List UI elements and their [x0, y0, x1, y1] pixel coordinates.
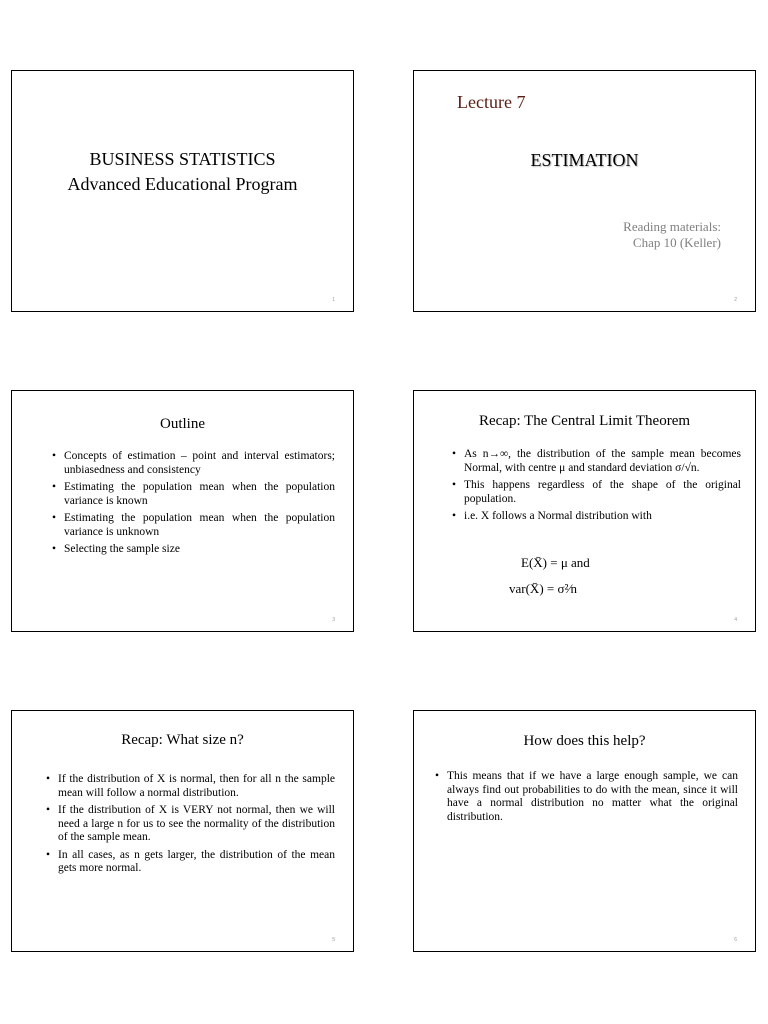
bullet-list: [52, 450, 335, 561]
slide-5: [11, 710, 354, 952]
reading-materials: [623, 219, 721, 251]
lecture-label: Lecture 7: [457, 92, 526, 112]
slide-number: 6: [734, 937, 737, 943]
title-line-2: Advanced Educational Program: [67, 174, 298, 194]
slide-4: [413, 390, 756, 632]
list-item: • As n→∞, the distribution of the sample mean becomes Normal, with centre μ and standard deviation σ/√n.: [452, 448, 741, 475]
slide-6: [413, 710, 756, 952]
bullet-list: [46, 773, 335, 880]
slide-number: 4: [734, 617, 737, 623]
reading-line-1: Reading materials:: [623, 219, 721, 234]
slide-number: 2: [734, 297, 737, 303]
slide-number: 1: [332, 297, 335, 303]
list-item: • This happens regardless of the shape of the original population.: [452, 479, 741, 506]
slide-title: Recap: What size n?: [121, 732, 244, 748]
list-item: • Estimating the population mean when the population variance is unknown: [52, 512, 335, 539]
formula-variance: var(X̄) = σ²⁄n: [509, 581, 578, 596]
slide-title: [12, 147, 353, 197]
list-item: • i.e. X follows a Normal distribution with: [452, 510, 741, 524]
slide-title: Recap: The Central Limit Theorem: [478, 413, 691, 429]
formula-expected-value: E(X̄) = μ and: [521, 555, 590, 570]
list-item: • Estimating the population mean when the population variance is known: [52, 481, 335, 508]
slide-title: Outline: [160, 416, 205, 432]
title-line-1: BUSINESS STATISTICS: [89, 149, 276, 169]
list-item: • Selecting the sample size: [52, 543, 335, 557]
slide-2: [413, 70, 756, 312]
bullet-list: [435, 770, 738, 828]
list-item: • In all cases, as n gets larger, the distribution of the mean gets more normal.: [46, 849, 335, 876]
list-item: • Concepts of estimation – point and interval estimators; unbiasedness and consistency: [52, 450, 335, 477]
list-item: • If the distribution of X is VERY not normal, then we will need a large n for us to see the normality of the distribution of the sample mean.: [46, 804, 335, 845]
list-item: • This means that if we have a large enough sample, we can always find out probabilities to do with the mean, since it will have a normal distribution no matter what the original distribution.: [435, 770, 738, 824]
slide-3: [11, 390, 354, 632]
slide-number: 5: [332, 937, 335, 943]
bullet-list: [452, 448, 741, 528]
slide-number: 3: [332, 617, 335, 623]
reading-line-2: Chap 10 (Keller): [632, 235, 721, 250]
list-item: • If the distribution of X is normal, then for all n the sample mean will follow a normal distribution.: [46, 773, 335, 800]
slide-title: ESTIMATION: [530, 150, 639, 170]
slide-1: [11, 70, 354, 312]
slide-title: How does this help?: [523, 733, 646, 749]
